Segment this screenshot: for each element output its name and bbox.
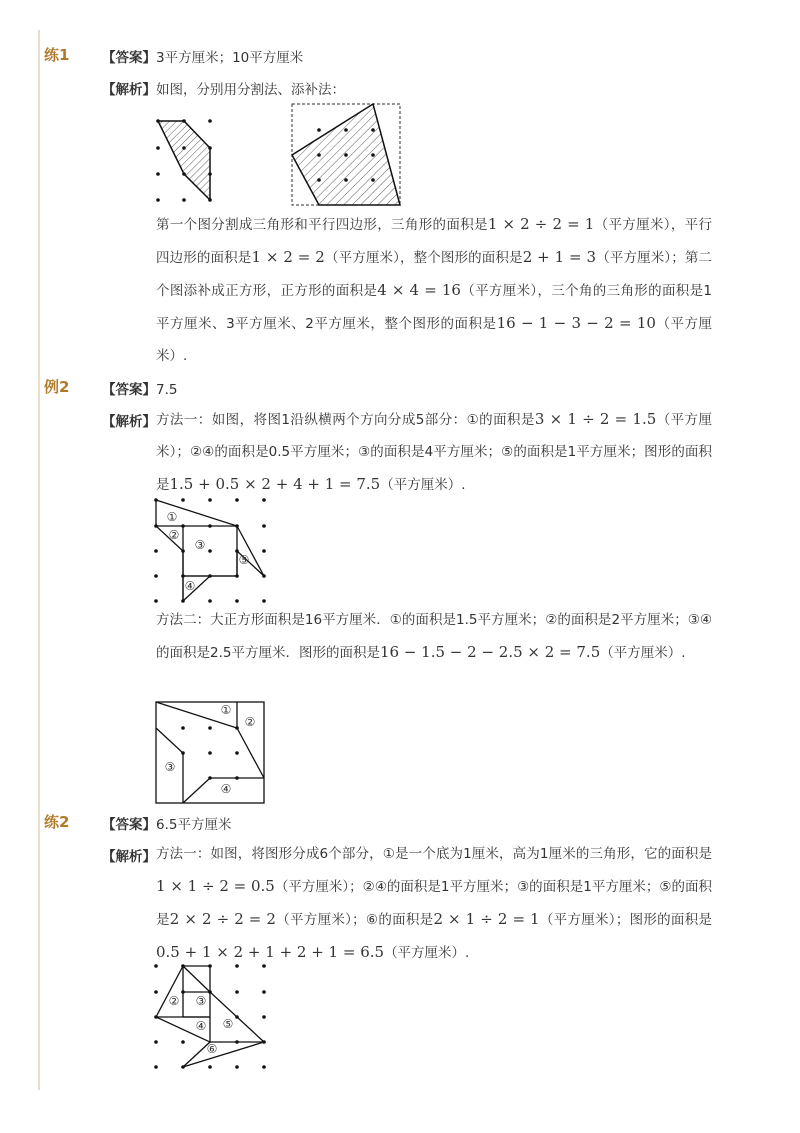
region-label-4: ④ (184, 579, 196, 593)
region-label-3: ③ (194, 538, 206, 552)
region-label-3: ③ (195, 994, 207, 1008)
analysis-label: 【解析】 (102, 414, 156, 430)
method-one-paragraph: 方法一：如图，将图形分成6个部分，①是一个底为1厘米，高为1厘米的三角形，它的面积是1 × 1 ÷ 2 = 0.5（平方厘米）；②④的面积是1平方厘米；③的面积是1平方厘米；⑤的面积是2 × 2 ÷ 2 = 2（平方厘米）；⑥的面积是2 × 1 ÷ 2 = 1（平方厘米）；图形的面积是0.5 + 1 × 2 + 1 + 2 + 1 = 6.5（平方厘米）. (156, 846, 712, 961)
region-label-4: ④ (195, 1019, 207, 1033)
solution-paragraph-1: 第一个图分割成三角形和平行四边形，三角形的面积是1 × 2 ÷ 2 = 1（平方厘米），平行四边形的面积是1 × 2 = 2（平方厘米），整个图形的面积是2 + 1 = 3（平方厘米）；第二个图添补成正方形，正方形的面积是4 × 4 = 16（平方厘米），三个角的三角形的面积是1平方厘米、3平方厘米、2平方厘米，整个图形的面积是16 − 1 − 3 − 2 = 10（平方厘米）. (156, 215, 713, 364)
analysis-line: 【解析】如图，分别用分割法、添补法： (102, 82, 345, 98)
region-label-6: ⑥ (206, 1042, 218, 1056)
analysis-intro: 如图，分别用分割法、添补法： (156, 82, 345, 98)
margin-rule (38, 30, 40, 1090)
figure-quadrilateral-square (287, 100, 407, 210)
method-two-paragraph: 方法二：大正方形面积是16平方厘米．①的面积是1.5平方厘米；②的面积是2平方厘米；③④的面积是2.5平方厘米．图形的面积是16 − 1.5 − 2 − 2.5 × 2 = 7.5（平方厘米）. (156, 612, 712, 661)
analysis-label: 【解析】 (102, 849, 156, 865)
answer-text: 6.5平方厘米 (156, 817, 232, 833)
figure-parallelogram (150, 112, 220, 207)
figure-lian2 (150, 960, 270, 1072)
method-one-paragraph: 方法一：如图，将图1沿纵横两个方向分成5部分：①的面积是3 × 1 ÷ 2 = 1.5（平方厘米）；②④的面积是0.5平方厘米；③的面积是4平方厘米；⑤的面积是1平方厘米；图形的面积是1.5 + 0.5 × 2 + 4 + 1 = 7.5（平方厘米）. (156, 410, 712, 493)
region-label-2: ② (244, 715, 256, 729)
region-label-2: ② (168, 994, 180, 1008)
answer-line: 【答案】6.5平方厘米 (102, 817, 232, 833)
answer-text: 7.5 (156, 382, 178, 398)
region-label-5: ⑤ (222, 1017, 234, 1031)
answer-line: 【答案】3平方厘米；10平方厘米 (102, 50, 304, 66)
region-label-3: ③ (164, 760, 176, 774)
region-label-2: ② (168, 528, 180, 542)
section-tag-lian1: 练1 (44, 46, 70, 64)
section-tag-li2: 例2 (44, 378, 70, 396)
region-label-1: ① (220, 703, 232, 717)
region-label-5: ⑤ (238, 553, 250, 567)
answer-line: 【答案】7.5 (102, 382, 178, 398)
region-label-4: ④ (220, 782, 232, 796)
figure-method-one (150, 494, 270, 604)
figure-method-two (150, 696, 270, 806)
region-label-1: ① (166, 510, 178, 524)
section-tag-lian2: 练2 (44, 813, 70, 831)
answer-text: 3平方厘米；10平方厘米 (156, 50, 304, 66)
